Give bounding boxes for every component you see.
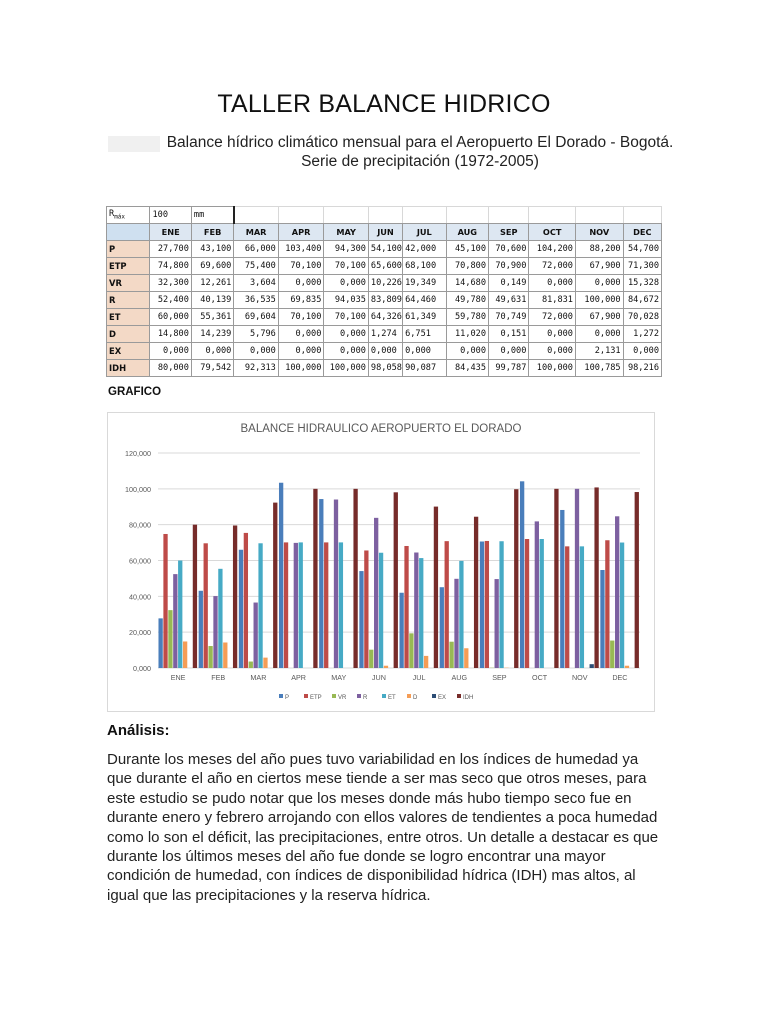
legend-swatch-vr bbox=[332, 694, 336, 698]
table-cell: 70,100 bbox=[324, 258, 369, 275]
table-cell: 94,300 bbox=[324, 241, 369, 258]
row-label: P bbox=[107, 241, 150, 258]
table-cell: 66,000 bbox=[234, 241, 279, 258]
table-cell: 5,796 bbox=[234, 326, 279, 343]
table-cell: 94,035 bbox=[324, 292, 369, 309]
table-cell: 0,000 bbox=[324, 275, 369, 292]
bar-idh-nov bbox=[594, 487, 598, 668]
table-cell: 0,000 bbox=[623, 343, 661, 360]
bar-et-jun bbox=[379, 553, 383, 668]
table-cell: 70,900 bbox=[489, 258, 529, 275]
bar-ex-nov bbox=[590, 664, 594, 668]
bar-etp-apr bbox=[284, 542, 288, 668]
bar-p-aug bbox=[440, 587, 444, 668]
table-cell: 0,000 bbox=[278, 326, 324, 343]
table-cell: 65,600 bbox=[368, 258, 402, 275]
table-cell: 0,000 bbox=[529, 275, 576, 292]
bar-d-mar bbox=[263, 658, 267, 668]
table-cell: 72,000 bbox=[529, 309, 576, 326]
table-cell: 0,000 bbox=[324, 326, 369, 343]
bar-p-apr bbox=[279, 483, 283, 668]
y-tick-label: 120,000 bbox=[125, 449, 151, 458]
bar-et-sep bbox=[499, 541, 503, 668]
table-cell: 0,000 bbox=[234, 343, 279, 360]
bar-idh-aug bbox=[474, 517, 478, 668]
y-tick-label: 40,000 bbox=[129, 592, 151, 602]
table-cell: 64,326 bbox=[368, 309, 402, 326]
table-cell: 0,000 bbox=[368, 343, 402, 360]
bar-r-mar bbox=[254, 603, 258, 668]
analysis-heading: Análisis: bbox=[107, 722, 170, 739]
bar-etp-oct bbox=[525, 539, 529, 668]
table-row-etp bbox=[107, 258, 662, 275]
table-cell: 70,749 bbox=[489, 309, 529, 326]
table-cell: 14,800 bbox=[150, 326, 191, 343]
bar-d-dec bbox=[625, 666, 629, 668]
table-cell: 100,785 bbox=[575, 360, 623, 377]
table-cell: 84,435 bbox=[446, 360, 488, 377]
x-tick-label: APR bbox=[291, 673, 306, 682]
table-cell: 70,100 bbox=[278, 258, 324, 275]
bar-idh-may bbox=[353, 489, 357, 668]
row-label: EX bbox=[107, 343, 150, 360]
x-tick-label: JUL bbox=[412, 673, 426, 682]
x-tick-label: AUG bbox=[451, 673, 468, 682]
bar-d-jun bbox=[384, 666, 388, 668]
bar-vr-jul bbox=[409, 633, 413, 668]
bar-r-jun bbox=[374, 518, 378, 668]
table-cell: 0,000 bbox=[489, 343, 529, 360]
bar-etp-nov bbox=[565, 546, 569, 668]
table-cell: 52,400 bbox=[150, 292, 191, 309]
table-cell: 81,831 bbox=[529, 292, 576, 309]
row-label: R bbox=[107, 292, 150, 309]
bar-r-dec bbox=[615, 516, 619, 668]
x-tick-label: JUN bbox=[371, 673, 386, 682]
table-cell: 54,100 bbox=[368, 241, 402, 258]
table-cell: 32,300 bbox=[150, 275, 191, 292]
table-cell: 45,100 bbox=[446, 241, 488, 258]
bar-et-ene bbox=[178, 561, 182, 669]
table-cell: 70,600 bbox=[489, 241, 529, 258]
table-cell: 74,800 bbox=[150, 258, 191, 275]
bar-etp-jul bbox=[404, 546, 408, 668]
table-cell: 104,200 bbox=[529, 241, 576, 258]
table-cell: 92,313 bbox=[234, 360, 279, 377]
table-cell: 54,700 bbox=[623, 241, 661, 258]
table-row-vr bbox=[107, 275, 662, 292]
table-cell: 0,000 bbox=[403, 343, 446, 360]
table-cell: 14,680 bbox=[446, 275, 488, 292]
bar-et-aug bbox=[459, 561, 463, 668]
month-header-sep: SEP bbox=[489, 224, 529, 241]
bar-et-feb bbox=[218, 569, 222, 668]
row-label: IDH bbox=[107, 360, 150, 377]
legend-label-etp: ETP bbox=[310, 695, 322, 701]
table-cell: 0,000 bbox=[324, 343, 369, 360]
bar-idh-mar bbox=[273, 503, 277, 668]
table-cell: 100,000 bbox=[278, 360, 324, 377]
bar-d-ene bbox=[183, 641, 187, 668]
month-header-apr: APR bbox=[278, 224, 324, 241]
legend-swatch-etp bbox=[304, 694, 308, 698]
bar-et-dec bbox=[620, 543, 624, 668]
bar-idh-ene bbox=[193, 525, 197, 668]
bar-etp-mar bbox=[244, 533, 248, 668]
table-cell: 1,272 bbox=[623, 326, 661, 343]
table-cell: 67,900 bbox=[575, 258, 623, 275]
table-cell: 70,100 bbox=[278, 309, 324, 326]
bar-vr-ene bbox=[168, 610, 172, 668]
legend-swatch-idh bbox=[457, 694, 461, 698]
table-cell: 0,000 bbox=[575, 326, 623, 343]
bar-p-mar bbox=[239, 550, 243, 668]
table-cell: 0,000 bbox=[575, 275, 623, 292]
table-cell: 61,349 bbox=[403, 309, 446, 326]
bar-etp-dec bbox=[605, 540, 609, 668]
table-row-p bbox=[107, 241, 662, 258]
table-cell: 67,900 bbox=[575, 309, 623, 326]
table-cell: 19,349 bbox=[403, 275, 446, 292]
bar-vr-dec bbox=[610, 641, 614, 668]
x-tick-label: MAY bbox=[331, 673, 347, 682]
bar-r-ene bbox=[173, 574, 177, 668]
table-cell: 79,542 bbox=[191, 360, 233, 377]
legend-swatch-p bbox=[279, 694, 283, 698]
bar-idh-dec bbox=[635, 492, 639, 668]
bar-p-jul bbox=[399, 593, 403, 668]
bar-r-oct bbox=[535, 521, 539, 668]
table-cell: 40,139 bbox=[191, 292, 233, 309]
table-cell: 0,000 bbox=[529, 326, 576, 343]
table-cell: 90,087 bbox=[403, 360, 446, 377]
table-cell: 43,100 bbox=[191, 241, 233, 258]
rmax-subscript: máx bbox=[114, 213, 126, 221]
bar-d-feb bbox=[223, 642, 227, 668]
bar-r-may bbox=[334, 500, 338, 668]
rmax-label-cell bbox=[107, 207, 150, 224]
bar-r-jul bbox=[414, 553, 418, 668]
table-cell: 71,300 bbox=[623, 258, 661, 275]
table-row-ex bbox=[107, 343, 662, 360]
month-header-aug: AUG bbox=[446, 224, 488, 241]
month-header-mar: MAR bbox=[234, 224, 279, 241]
bar-idh-sep bbox=[514, 489, 518, 668]
month-header-feb: FEB bbox=[191, 224, 233, 241]
month-header-jul: JUL bbox=[403, 224, 446, 241]
table-cell: 12,261 bbox=[191, 275, 233, 292]
bar-r-sep bbox=[495, 579, 499, 668]
table-cell: 88,200 bbox=[575, 241, 623, 258]
table-cell: 69,604 bbox=[234, 309, 279, 326]
month-header-may: MAY bbox=[324, 224, 369, 241]
rmax-label: R bbox=[109, 209, 115, 220]
bar-p-sep bbox=[480, 542, 484, 668]
bar-et-apr bbox=[299, 542, 303, 668]
table-cell: 69,600 bbox=[191, 258, 233, 275]
table-cell: 3,604 bbox=[234, 275, 279, 292]
table-cell: 1,274 bbox=[368, 326, 402, 343]
table-cell: 10,226 bbox=[368, 275, 402, 292]
bar-etp-sep bbox=[485, 541, 489, 668]
bar-p-jun bbox=[359, 571, 363, 668]
table-cell: 99,787 bbox=[489, 360, 529, 377]
table-cell: 64,460 bbox=[403, 292, 446, 309]
table-cell: 0,000 bbox=[446, 343, 488, 360]
table-cell: 0,000 bbox=[278, 275, 324, 292]
table-cell: 103,400 bbox=[278, 241, 324, 258]
table-cell: 11,020 bbox=[446, 326, 488, 343]
x-tick-label: ENE bbox=[170, 673, 186, 682]
table-cell: 36,535 bbox=[234, 292, 279, 309]
bar-et-mar bbox=[258, 543, 262, 668]
table-cell: 15,328 bbox=[623, 275, 661, 292]
month-header-jun: JUN bbox=[368, 224, 402, 241]
legend-swatch-et bbox=[382, 694, 386, 698]
header-blank-cell bbox=[107, 224, 150, 241]
bar-p-may bbox=[319, 499, 323, 668]
chart-title: BALANCE HIDRAULICO AEROPUERTO EL DORADO bbox=[240, 423, 522, 435]
bar-r-apr bbox=[294, 543, 298, 668]
bar-idh-oct bbox=[554, 489, 558, 668]
legend-label-ex: EX bbox=[438, 695, 447, 701]
rmax-value: 100 bbox=[150, 207, 191, 224]
row-label: ETP bbox=[107, 258, 150, 275]
y-tick-label: 0,000 bbox=[133, 664, 151, 673]
month-header-row bbox=[107, 224, 662, 241]
table-cell: 0,000 bbox=[278, 343, 324, 360]
bar-d-aug bbox=[464, 648, 468, 668]
table-cell: 70,100 bbox=[324, 309, 369, 326]
y-tick-label: 60,000 bbox=[129, 556, 151, 566]
balance-chart bbox=[107, 412, 655, 712]
bar-etp-aug bbox=[445, 541, 449, 668]
legend-swatch-ex bbox=[432, 694, 436, 698]
month-header-oct: OCT bbox=[529, 224, 576, 241]
month-header-nov: NOV bbox=[575, 224, 623, 241]
table-cell: 75,400 bbox=[234, 258, 279, 275]
table-cell: 42,000 bbox=[403, 241, 446, 258]
table-row-idh bbox=[107, 360, 662, 377]
bar-p-ene bbox=[158, 618, 162, 668]
table-cell: 14,239 bbox=[191, 326, 233, 343]
table-cell: 59,780 bbox=[446, 309, 488, 326]
bar-etp-feb bbox=[204, 543, 208, 668]
chart-svg bbox=[108, 413, 654, 711]
y-tick-label: 80,000 bbox=[129, 520, 151, 530]
x-tick-label: SEP bbox=[492, 673, 507, 682]
rmax-row bbox=[107, 207, 662, 224]
water-balance-table bbox=[106, 206, 662, 377]
table-cell: 83,809 bbox=[368, 292, 402, 309]
table-cell: 100,000 bbox=[324, 360, 369, 377]
bar-et-nov bbox=[580, 546, 584, 668]
table-cell: 84,672 bbox=[623, 292, 661, 309]
row-label: D bbox=[107, 326, 150, 343]
table-row-et bbox=[107, 309, 662, 326]
legend-label-et: ET bbox=[388, 695, 396, 701]
table-cell: 0,000 bbox=[150, 343, 191, 360]
month-header-ene: ENE bbox=[150, 224, 191, 241]
bar-et-jul bbox=[419, 558, 423, 668]
bar-vr-jun bbox=[369, 650, 373, 668]
legend-label-vr: VR bbox=[338, 695, 347, 701]
rmax-unit: mm bbox=[191, 207, 233, 224]
x-tick-label: MAR bbox=[250, 673, 267, 682]
bar-p-feb bbox=[199, 591, 203, 668]
table-cell: 6,751 bbox=[403, 326, 446, 343]
table-cell: 98,216 bbox=[623, 360, 661, 377]
y-tick-label: 100,000 bbox=[125, 484, 151, 494]
x-tick-label: OCT bbox=[531, 673, 548, 682]
bar-idh-jul bbox=[434, 507, 438, 668]
bar-r-feb bbox=[213, 596, 217, 668]
table-cell: 0,000 bbox=[529, 343, 576, 360]
table-cell: 69,835 bbox=[278, 292, 324, 309]
table-cell: 0,149 bbox=[489, 275, 529, 292]
subtitle-line-2: Serie de precipitación (1972-2005) bbox=[301, 153, 539, 170]
bar-r-nov bbox=[575, 489, 579, 668]
legend-label-idh: IDH bbox=[463, 695, 474, 701]
bar-p-oct bbox=[520, 481, 524, 668]
table-cell: 0,000 bbox=[191, 343, 233, 360]
table-cell: 72,000 bbox=[529, 258, 576, 275]
bar-vr-mar bbox=[249, 662, 253, 668]
table-row-d bbox=[107, 326, 662, 343]
x-tick-label: NOV bbox=[571, 673, 588, 682]
subtitle-line-1: Balance hídrico climático mensual para el Aeropuerto El Dorado - Bogotá. bbox=[166, 134, 674, 151]
table-cell: 98,058 bbox=[368, 360, 402, 377]
bar-et-may bbox=[339, 542, 343, 668]
bar-r-aug bbox=[454, 579, 458, 668]
table-cell: 27,700 bbox=[150, 241, 191, 258]
table-cell: 49,631 bbox=[489, 292, 529, 309]
bar-vr-feb bbox=[208, 646, 212, 668]
legend-label-r: R bbox=[363, 695, 368, 701]
row-label: ET bbox=[107, 309, 150, 326]
bar-vr-aug bbox=[449, 642, 453, 668]
bar-idh-feb bbox=[233, 525, 237, 668]
bar-etp-may bbox=[324, 542, 328, 668]
bar-etp-jun bbox=[364, 550, 368, 668]
table-row-r bbox=[107, 292, 662, 309]
table-cell: 100,000 bbox=[575, 292, 623, 309]
analysis-paragraph: Durante los meses del año pues tuvo variabilidad en los índices de humedad ya que durante el año en ciertos mese tiende a ser mas seco que otros meses, para este estudio se pudo notar que los meses donde más hubo tiempo seco fue en durante enero y febrero arrojando con ellos valores de tendientes a poca humedad como lo son el déficit, las precipitaciones, entre otros. Un detalle a destacar es que durante los últimos meses del año fue donde se logro encontrar una mayor condición de humedad, con índices de disponibilidad hídrica (IDH) mas altos, al igual que las precipitaciones y la reserva hídrica. bbox=[107, 751, 659, 904]
legend-swatch-d bbox=[407, 694, 411, 698]
table-cell: 49,780 bbox=[446, 292, 488, 309]
table-cell: 60,000 bbox=[150, 309, 191, 326]
bar-p-dec bbox=[600, 570, 604, 668]
bar-etp-ene bbox=[163, 534, 167, 668]
table-cell: 70,028 bbox=[623, 309, 661, 326]
legend-swatch-r bbox=[357, 694, 361, 698]
table-cell: 80,000 bbox=[150, 360, 191, 377]
table-cell: 0,151 bbox=[489, 326, 529, 343]
x-tick-label: DEC bbox=[612, 673, 628, 682]
legend-label-d: D bbox=[413, 695, 418, 701]
y-tick-label: 20,000 bbox=[129, 628, 151, 638]
month-header-dec: DEC bbox=[623, 224, 661, 241]
bar-p-nov bbox=[560, 510, 564, 668]
table-cell: 2,131 bbox=[575, 343, 623, 360]
x-tick-label: FEB bbox=[211, 673, 226, 682]
grafico-label: GRAFICO bbox=[108, 386, 162, 398]
row-label: VR bbox=[107, 275, 150, 292]
document-title: TALLER BALANCE HIDRICO bbox=[217, 90, 551, 118]
bar-et-oct bbox=[540, 539, 544, 668]
table-cell: 55,361 bbox=[191, 309, 233, 326]
bar-idh-apr bbox=[313, 489, 317, 668]
table-cell: 100,000 bbox=[529, 360, 576, 377]
bar-d-jul bbox=[424, 656, 428, 668]
legend-label-p: P bbox=[285, 695, 290, 701]
bar-idh-jun bbox=[394, 492, 398, 668]
table-cell: 70,800 bbox=[446, 258, 488, 275]
table-cell: 68,100 bbox=[403, 258, 446, 275]
